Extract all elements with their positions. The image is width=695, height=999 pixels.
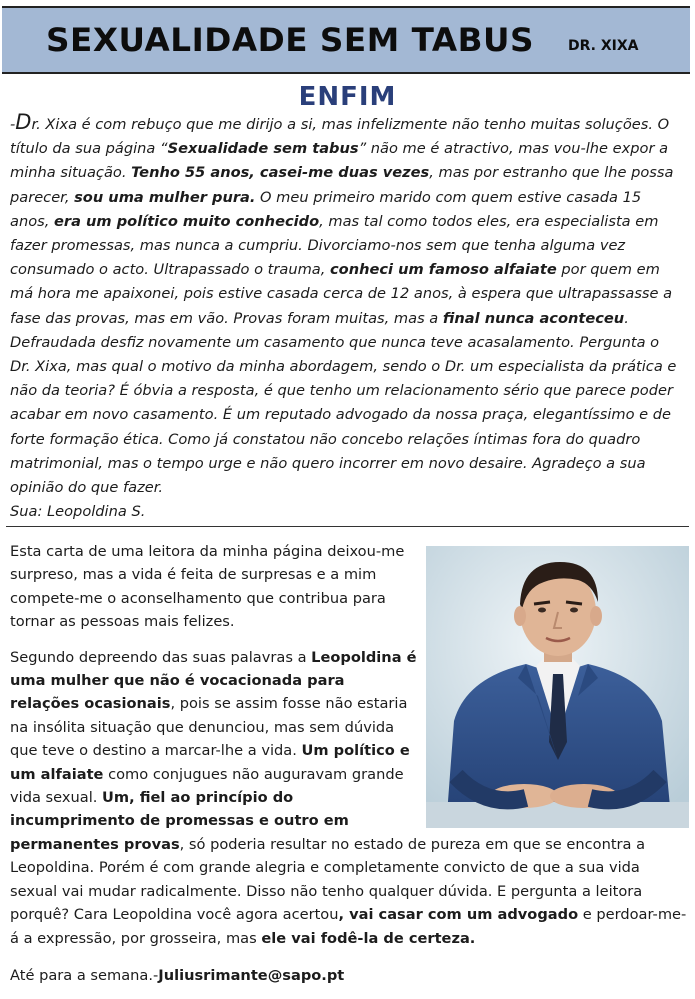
letter-signature: Sua: Leopoldina S. bbox=[10, 503, 146, 520]
reply-paragraph-1: Esta carta de uma leitora da minha página deixou-me surpreso, mas a vida é feita de surpresas e a mim compete-me o aconselhamento que contribua para tornar as pessoas mais felizes. bbox=[10, 543, 405, 631]
columnist-reply bbox=[10, 540, 688, 999]
contact-email[interactable]: Juliusrimante@sapo.pt bbox=[158, 966, 345, 984]
divider bbox=[6, 526, 689, 527]
drop-letter: D bbox=[15, 110, 32, 134]
masthead bbox=[2, 6, 690, 74]
reply-closing: Até para a semana.-Juliusrimante@sapo.pt bbox=[10, 966, 345, 984]
reader-letter: -Dr. Xixa é com rebuço que me dirijo a si, mas infelizmente não tenho muitas soluções. O título da sua página “Sexualidade sem tabus” não me é atractivo, mas vou-lhe expor a minha situação. Tenho 55 anos, casei-me duas vezes, mas por estranho que lhe possa parecer, sou uma mulher pura. O meu primeiro marido com quem estive casada 15 anos, era um político muito conhecido, mas tal como todos eles, era especialista em fazer promessas, mas nunca a cumpriu. Divorciamo-nos sem que tenha alguma vez consumado o acto. Ultrapassado o trauma, conheci um famoso alfaiate por quem em má hora me apaixonei, pois estive casada cerca de 12 anos, à espera que ultrapassasse a fase das provas, mas em vão. Provas foram muitas, mas a final nunca aconteceu. Defraudada desfiz novamente um casamento que nunca teve acasalamento. Pergunta o Dr. Xixa, mas qual o motivo da minha abordagem, sendo o Dr. um especialista da prática e não da teoria? É óbvia a resposta, é que tenho um relacionamento sério que parece poder acabar em novo casamento. É um reputado advogado da nossa praça, elegantíssimo e de forte formação ética. Como já constatou não concebo relações íntimas fora do quadro matrimonial, mas o tempo urge e não quero incorrer em novo desaire. Agradeço a sua opinião do que fazer. bbox=[10, 110, 677, 497]
column-title: SEXUALIDADE SEM TABUS bbox=[46, 21, 535, 59]
article-title: ENFIM bbox=[298, 82, 397, 112]
photo-wrap-spacer bbox=[418, 646, 688, 810]
reply-paragraph-2: Segundo depreendo das suas palavras a Leopoldina é uma mulher que não é vocacionada para relações ocasionais, pois se assim fosse não estaria na insólita situação que denunciou, mas sem dúvida que teve o destino a marcar-lhe a vida. Um político e um alfaiate como conjugues não auguravam grande vida sexual. Um, fiel ao princípio do incumprimento de promessas e outro em permanentes provas, só poderia resultar no estado de pureza em que se encontra a Leopoldina. Porém é com grande alegria e completamente convicto de que a sua vida sexual vai mudar radicalmente. Disso não tenho qualquer dúvida. E pergunta a leitora porquê? Cara Leopoldina você agora acertou, vai casar com um advogado e perdoar-me-á a expressão, por grosseira, mas ele vai fodê-la de certeza. bbox=[10, 646, 688, 950]
column-author: DR. XIXA bbox=[568, 38, 639, 54]
